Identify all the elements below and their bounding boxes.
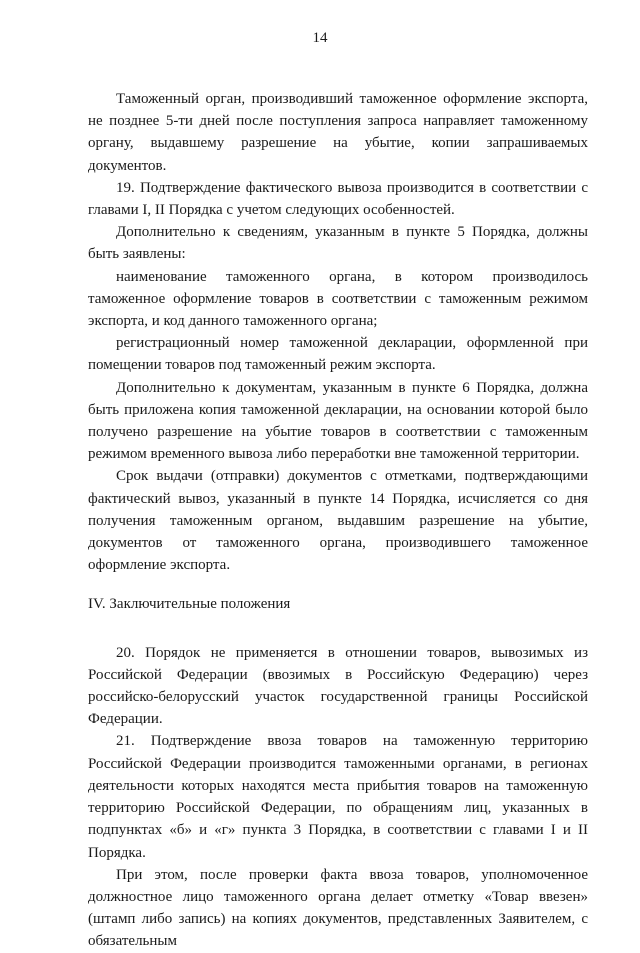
paragraph: При этом, после проверки факта ввоза товаров, уполномоченное должностное лицо таможенного органа делает отметку «Товар ввезен» (штамп либо запись) на копиях документов, представленных Заявителем, с обязательным: [88, 866, 588, 950]
paragraph: 21. Подтверждение ввоза товаров на таможенную территорию Российской Федерации производится таможенными органами, в регионах деятельности которых находятся места прибытия товаров на таможенную территорию Российской Федерации, по обращениям лиц, указанных в подпунктах «б» и «г» пункта 3 Порядка, в соответствии с главами I и II Порядка.: [88, 733, 588, 861]
paragraph: 20. Порядок не применяется в отношении товаров, вывозимых из Российской Федерации (ввозимых в Российскую Федерацию) через российско-белорусский участок государственной границы Российской Федерации.: [88, 644, 588, 728]
paragraph: Таможенный орган, производивший таможенное оформление экспорта, не позднее 5-ти дней после поступления запроса направляет таможенному органу, выдавшему разрешение на убытие, копии запрашиваемых документов.: [88, 91, 588, 174]
paragraph: 19. Подтверждение фактического вывоза производится в соответствии с главами I, II Порядка с учетом следующих особенностей.: [88, 179, 588, 219]
paragraph: Дополнительно к документам, указанным в пункте 6 Порядка, должна быть приложена копия таможенной декларации, на основании которой было получено разрешение на убытие товаров в соответствии с таможенным режимом временного вывоза либо переработки вне таможенной территории.: [88, 379, 588, 463]
paragraph: Дополнительно к сведениям, указанным в пункте 5 Порядка, должны быть заявлены:: [88, 224, 588, 263]
paragraph: Срок выдачи (отправки) документов с отметками, подтверждающими фактический вывоз, указанный в пункте 14 Порядка, исчисляется со дня получения таможенным органом, выдавшим разрешение на убытие, документов от таможенного органа, производившего таможенное оформление экспорта.: [88, 468, 588, 574]
document-body: [88, 88, 588, 953]
section-heading: IV. Заключительные положения: [88, 596, 291, 613]
paragraph: регистрационный номер таможенной декларации, оформленной при помещении товаров под таможенный режим экспорта.: [88, 335, 588, 374]
paragraph: наименование таможенного органа, в котором производилось таможенное оформление товаров в соответствии с таможенным режимом экспорта, и код данного таможенного органа;: [88, 268, 588, 330]
page-number: 14: [312, 30, 328, 46]
